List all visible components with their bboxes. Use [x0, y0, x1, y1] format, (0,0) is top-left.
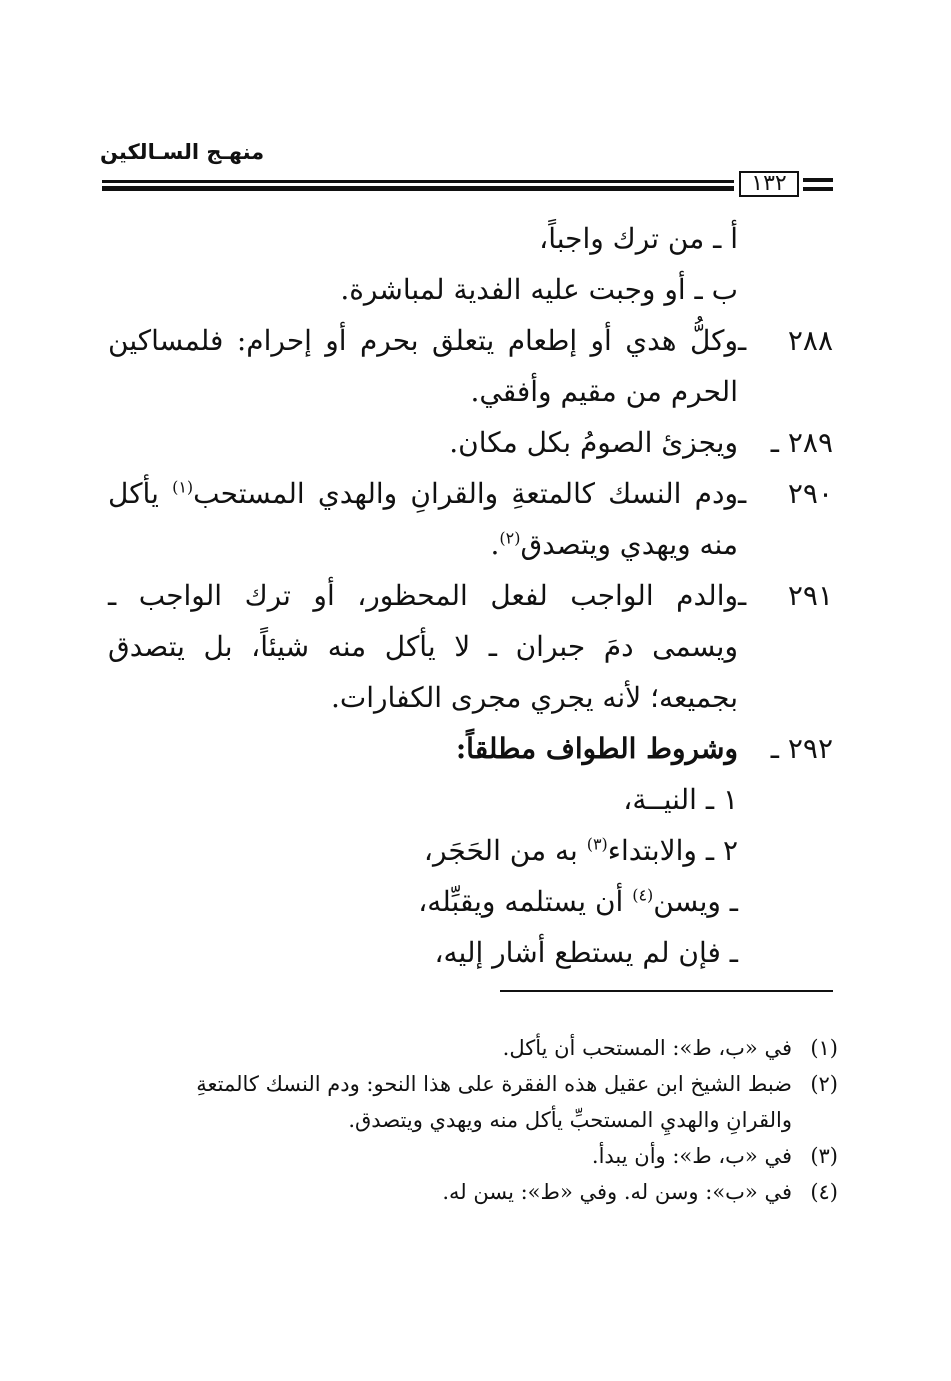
- footnote: [108, 1066, 838, 1102]
- condition-item: [108, 825, 833, 876]
- paragraph-text: .: [490, 528, 500, 561]
- footnote-number: (٤): [810, 1180, 838, 1204]
- footnote: [108, 1174, 838, 1210]
- condition-item: [108, 876, 833, 927]
- footnote-text: والقرانِ والهديِ المستحبِّ يأكل منه ويهدي ويتصدق.: [348, 1108, 792, 1132]
- condition-text: ٢ ـ والابتداء: [607, 834, 738, 867]
- condition-text: به من الحَجَر،: [423, 834, 587, 867]
- paragraph-text: ويسمى دمَ جبران ـ لا يأكل منه شيئاً، بل يتصدق: [108, 630, 738, 663]
- paragraph-text: منه ويهدي ويتصدق: [520, 528, 738, 561]
- paragraph-288: [108, 315, 833, 366]
- footnotes: [108, 1030, 838, 1210]
- footnote-text: في «ب، ط»: المستحب أن يأكل.: [502, 1036, 792, 1060]
- text-line-content: ب ـ أو وجبت عليه الفدية لمباشرة.: [340, 273, 738, 306]
- condition-item: [108, 774, 833, 825]
- paragraph-number: ٢٩٠ ـ: [738, 477, 833, 510]
- footnote-text: في «ب»: وسن له. وفي «ط»: يسن له.: [442, 1180, 792, 1204]
- footnote-text: ضبط الشيخ ابن عقيل هذه الفقرة على هذا النحو: ودم النسك كالمتعةِ: [196, 1072, 792, 1096]
- footnote-ref: (١): [172, 477, 194, 497]
- text-line: [108, 264, 833, 315]
- paragraph-290: [108, 468, 833, 519]
- condition-text: ـ فإن لم يستطع أشار إليه،: [434, 936, 738, 969]
- paragraph-number: ٢٨٩ ـ: [770, 426, 833, 459]
- paragraph-text: ودم النسك كالمتعةِ والقرانِ والهدي المستحب: [193, 477, 738, 510]
- text-line: [108, 519, 833, 570]
- main-text: [108, 213, 833, 978]
- paragraph-heading: وشروط الطواف مطلقاً:: [455, 732, 738, 765]
- paragraph-text: ويجزئ الصومُ بكل مكان.: [449, 426, 738, 459]
- running-header-title: منهـج السـالكين: [100, 140, 265, 164]
- paragraph-text: يأكل: [108, 477, 173, 510]
- text-line-content: أ ـ من ترك واجباً،: [539, 222, 738, 255]
- footnote-text: في «ب، ط»: وأن يبدأ.: [591, 1144, 792, 1168]
- paragraph-text: بجميعه؛ لأنه يجري مجرى الكفارات.: [331, 681, 738, 714]
- page-number: ١٣٢: [739, 171, 799, 197]
- paragraph-text: والدم الواجب لفعل المحظور، أو ترك الواجب ـ: [108, 579, 738, 612]
- paragraph-289: [108, 417, 833, 468]
- footnote-ref: (٢): [499, 528, 521, 548]
- footnote-separator: [500, 990, 833, 992]
- condition-text: ١ ـ النيــة،: [623, 783, 738, 816]
- footnote: [108, 1138, 838, 1174]
- footnote-number: (٣): [810, 1144, 838, 1168]
- paragraph-number: ٢٩١ ـ: [738, 579, 833, 612]
- header-rule: [102, 180, 734, 191]
- paragraph-291: [108, 570, 833, 621]
- paragraph-292: [108, 723, 833, 774]
- header-rule-stub: [803, 178, 833, 191]
- text-line: [108, 621, 833, 672]
- condition-text: ـ ويسن: [653, 885, 738, 918]
- condition-text: أن يستلمه ويقبِّله،: [418, 885, 633, 918]
- text-line: [108, 672, 833, 723]
- footnote-ref: (٤): [632, 885, 654, 905]
- footnote-continuation: [108, 1102, 838, 1138]
- condition-item: [108, 927, 833, 978]
- paragraph-text: الحرم من مقيم وأفقي.: [470, 375, 738, 408]
- text-line: [108, 213, 833, 264]
- footnote-ref: (٣): [586, 834, 608, 854]
- text-line: [108, 366, 833, 417]
- paragraph-number: ٢٩٢ ـ: [770, 732, 833, 765]
- footnote-number: (١): [810, 1036, 838, 1060]
- footnote: [108, 1030, 838, 1066]
- paragraph-number: ٢٨٨ ـ: [738, 324, 833, 357]
- footnote-number: (٢): [810, 1072, 838, 1096]
- paragraph-text: وكلُّ هدي أو إطعام يتعلق بحرم أو إحرام: فلمساكين: [108, 324, 738, 357]
